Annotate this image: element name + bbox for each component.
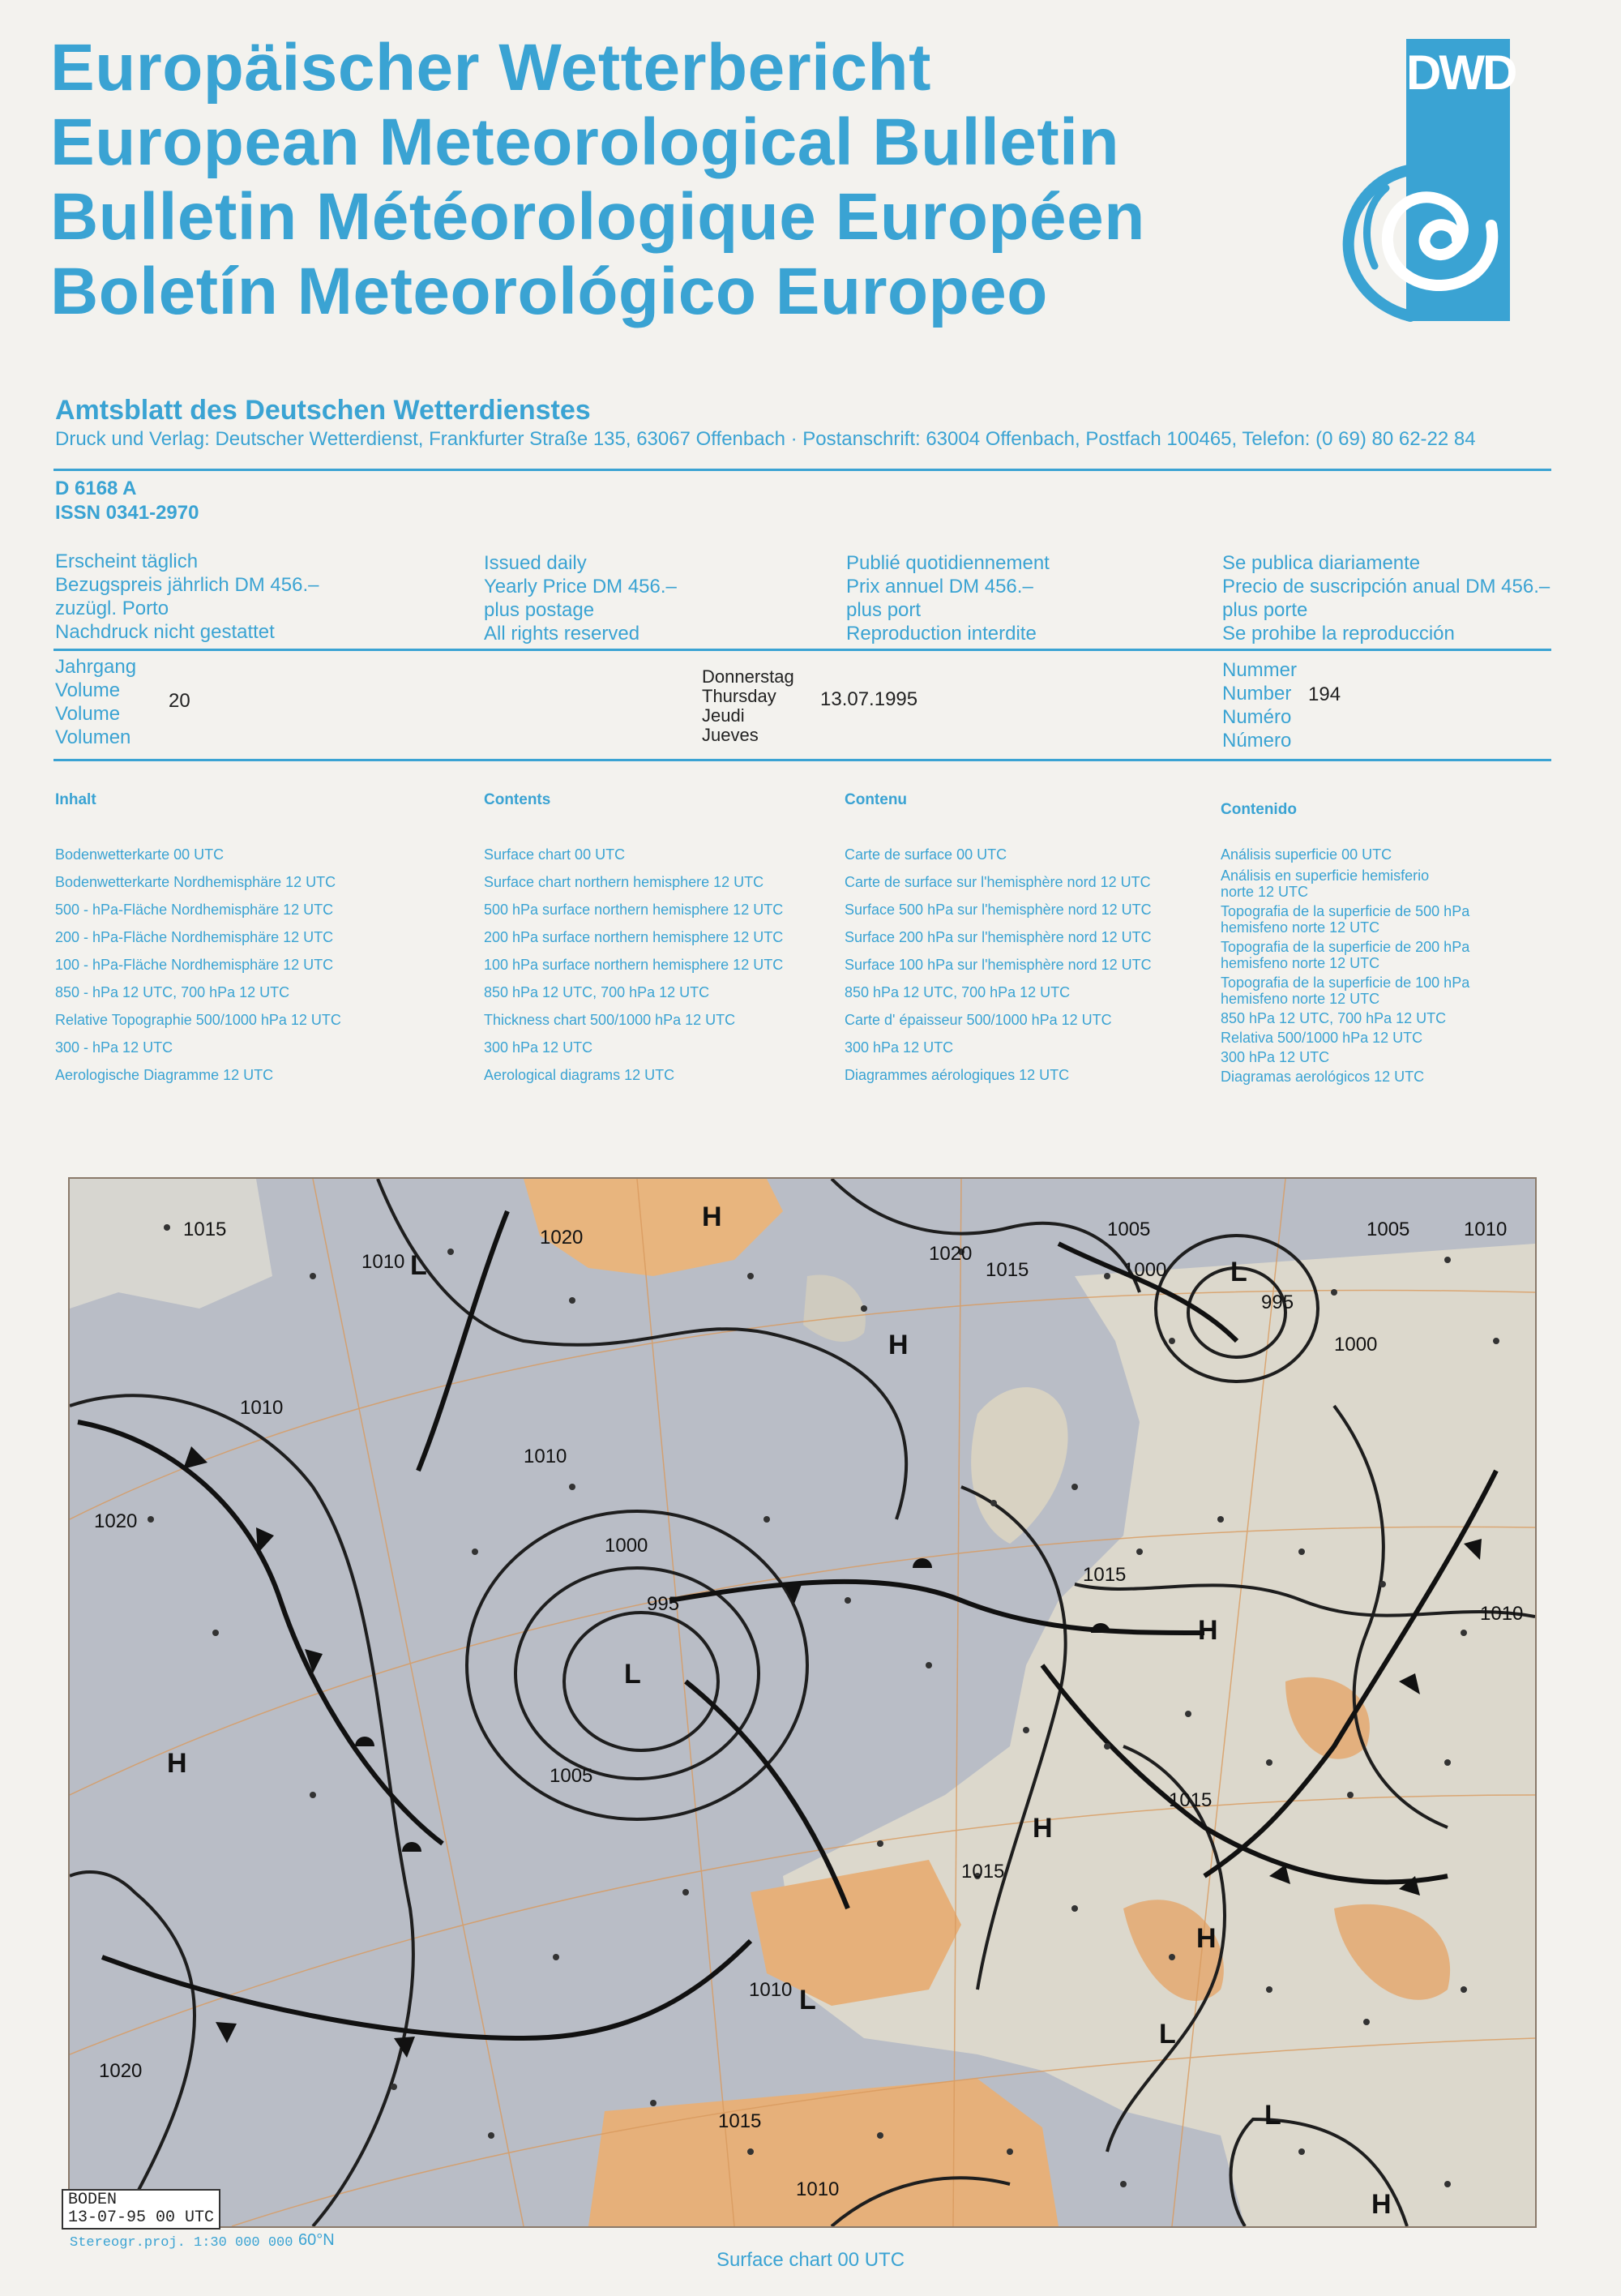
contents-item: Bodenwetterkarte Nordhemisphäre 12 UTC [55,874,336,890]
isobar-value: 1015 [986,1259,1029,1281]
iceland-land [803,1274,866,1341]
low-pressure-marker: L [1230,1257,1247,1287]
volume-label: Volume [55,703,121,725]
contents-item: 300 hPa 12 UTC [484,1039,593,1056]
subscription-line: Precio de suscripción anual DM 456.– [1222,576,1550,598]
contents-item: 300 hPa 12 UTC [1221,1049,1330,1065]
chart-label-type: BODEN [68,2191,118,2209]
isobar-value: 1015 [1083,1564,1127,1586]
subscription-de [55,550,319,644]
subscription-line: Bezugspreis jährlich DM 456.– [55,574,319,596]
contents-item: hemisfeno norte 12 UTC [1221,919,1380,936]
issn: ISSN 0341-2970 [55,502,199,524]
projection-note: Stereogr.proj. 1:30 000 000 [70,2235,293,2251]
contents-item: Aerologische Diagramme 12 UTC [55,1067,274,1083]
subscription-line: Reproduction interdite [846,623,1037,645]
title-french: Bulletin Météorologique Européen [50,180,1145,254]
weekday-label: Donnerstag [702,666,794,687]
contents-item: Topografia de la superficie de 100 hPa [1221,975,1470,991]
contents-es [1221,801,1470,1085]
subscription-line: Erscheint täglich [55,550,199,572]
subscription-line: Nachdruck nicht gestattet [55,621,275,643]
africa-land [588,2079,1059,2226]
map-drawing [70,1179,1535,2226]
isobar-value: 1000 [1123,1259,1167,1281]
isobar-value: 1005 [1367,1219,1410,1240]
divider [53,469,1551,471]
issue-date: 13.07.1995 [820,688,918,710]
contents-item: Topografia de la superficie de 200 hPa [1221,939,1470,955]
spiral-icon [1329,161,1516,323]
isobar-value: 1010 [1464,1219,1508,1240]
high-pressure-marker: H [167,1748,187,1779]
contents-item: hemisfeno norte 12 UTC [1221,991,1380,1007]
isobar-value: 995 [647,1593,680,1615]
contents-item: 200 hPa surface northern hemisphere 12 UTC [484,929,784,945]
isobar-value: 1015 [1169,1789,1213,1811]
number-label: Numéro [1222,706,1292,728]
contents-heading: Contenido [1221,801,1297,818]
subscription-es [1222,551,1550,645]
publisher-address: Druck und Verlag: Deutscher Wetterdienst, Frankfurter Straße 135, 63067 Offenbach · Postanschrift: 63004 Offenbach, Postfach 100465, Telefon: (0 69) 80 62-22 84 [55,428,1476,450]
contents-heading: Contenu [845,791,908,808]
number-labels [1222,658,1297,752]
high-pressure-marker: H [1196,1923,1217,1954]
high-pressure-marker: H [1371,2189,1392,2220]
contents-item: 100 - hPa-Fläche Nordhemisphäre 12 UTC [55,957,334,973]
contents-item: Surface 200 hPa sur l'hemisphère nord 12 UTC [845,929,1152,945]
britain-land [971,1387,1067,1544]
high-pressure-marker: H [702,1202,722,1232]
isobar-value: 1010 [796,2178,840,2200]
isobar-value: 1000 [605,1535,648,1557]
subscription-line: plus porte [1222,599,1308,621]
publication-ids [55,477,199,525]
isobar-value: 1010 [749,1979,793,2001]
divider [53,759,1551,761]
contents-item: norte 12 UTC [1221,884,1309,900]
low-pressure-marker: L [1159,2019,1176,2050]
subscription-line: Se prohibe la reproducción [1222,623,1455,645]
contents-item: Surface 100 hPa sur l'hemisphère nord 12 UTC [845,957,1152,973]
isobar-value: 1010 [1480,1603,1524,1625]
contents-item: Relativa 500/1000 hPa 12 UTC [1221,1030,1423,1046]
volume-value: 20 [169,690,190,712]
contents-item: Relative Topographie 500/1000 hPa 12 UTC [55,1012,341,1028]
map-caption: Surface chart 00 UTC [716,2249,905,2271]
isobar-value: 1010 [524,1446,567,1467]
subscription-en [484,551,677,645]
low-pressure-marker: L [410,1250,427,1281]
volume-label: Jahrgang [55,656,137,678]
subscription-fr [846,551,1050,645]
low-pressure-marker: L [1264,2100,1281,2131]
number-label: Nummer [1222,659,1298,681]
contents-item: Diagrammes aérologiques 12 UTC [845,1067,1070,1083]
contents-item: 300 hPa 12 UTC [845,1039,954,1056]
contents-item: 850 hPa 12 UTC, 700 hPa 12 UTC [1221,1010,1447,1026]
contents-item: Surface 500 hPa sur l'hemisphère nord 12 UTC [845,902,1152,918]
contents-item: 850 hPa 12 UTC, 700 hPa 12 UTC [484,984,710,1000]
surface-weather-map [68,1177,1537,2228]
high-pressure-marker: H [1198,1615,1218,1646]
chart-label-box [62,2189,220,2230]
contents-heading: Contents [484,791,551,808]
volume-label: Volume [55,679,121,701]
title-spanish: Boletín Meteorológico Europeo [50,255,1048,328]
contents-item: Aerological diagrams 12 UTC [484,1067,675,1083]
weekday-label: Jeudi [702,705,745,726]
low-pressure-marker: L [799,1985,816,2015]
dwd-logo [1329,39,1516,323]
europe-land [783,1244,1535,2226]
number-label: Number [1222,683,1292,705]
isobar-value: 1015 [718,2110,762,2132]
isobar-value: 1020 [94,1510,138,1532]
isobar-value: 1020 [99,2060,143,2082]
isobar-value: 1015 [183,1219,227,1240]
isobar-value: 1005 [550,1765,593,1787]
contents-fr [845,791,1152,1083]
volume-labels [55,655,136,749]
subscription-line: Prix annuel DM 456.– [846,576,1033,598]
contents-item: Surface chart northern hemisphere 12 UTC [484,874,764,890]
subscription-line: plus port [846,599,922,621]
contents-item: 200 - hPa-Fläche Nordhemisphäre 12 UTC [55,929,334,945]
logo-text: DWD [1406,45,1516,100]
contents-item: Surface chart 00 UTC [484,846,626,863]
contents-item: Carte de surface 00 UTC [845,846,1007,863]
contents-item: 850 hPa 12 UTC, 700 hPa 12 UTC [845,984,1071,1000]
contents-item: 100 hPa surface northern hemisphere 12 UTC [484,957,784,973]
title-german: Europäischer Wetterbericht [50,31,931,105]
subscription-line: Yearly Price DM 456.– [484,576,677,598]
subscription-line: Se publica diariamente [1222,552,1421,574]
volume-label: Volumen [55,726,131,748]
title-block [50,31,1145,329]
contents-item: 500 - hPa-Fläche Nordhemisphäre 12 UTC [55,902,334,918]
subscription-line: Publié quotidiennement [846,552,1050,574]
publisher-heading: Amtsblatt des Deutschen Wetterdienstes [55,395,591,426]
high-pressure-marker: H [1033,1813,1053,1844]
isobar-value: 1015 [961,1861,1005,1883]
isobar-value: 1020 [929,1243,973,1265]
contents-item: Análisis en superficie hemisferio [1221,867,1430,884]
contents-item: Thickness chart 500/1000 hPa 12 UTC [484,1012,736,1028]
contents-de [55,791,341,1083]
title-english: European Meteorological Bulletin [50,105,1120,179]
high-pressure-marker: H [888,1330,909,1360]
contents-item: Topografia de la superficie de 500 hPa [1221,903,1470,919]
weekday-label: Jueves [702,725,759,745]
canada-land [70,1179,272,1309]
weekday-label: Thursday [702,686,776,706]
isobar-value: 1005 [1107,1219,1151,1240]
isobar-value: 1020 [540,1227,584,1249]
weekday-labels [702,667,794,745]
issue-number: 194 [1308,683,1341,705]
subscription-line: plus postage [484,599,595,621]
low-pressure-marker: L [624,1659,641,1690]
contents-item: Bodenwetterkarte 00 UTC [55,846,225,863]
contents-item: Análisis superficie 00 UTC [1221,846,1392,863]
chart-label-datetime: 13-07-95 00 UTC [68,2208,215,2227]
contents-en [484,791,784,1083]
publication-code: D 6168 A [55,478,137,499]
contents-item: 850 - hPa 12 UTC, 700 hPa 12 UTC [55,984,290,1000]
contents-heading: Inhalt [55,791,96,808]
subscription-line: Issued daily [484,552,587,574]
isobar-value: 1010 [240,1397,284,1419]
subscription-line: zuzügl. Porto [55,598,169,619]
latitude-note: 60°N [298,2231,335,2249]
contents-item: Diagramas aerológicos 12 UTC [1221,1069,1425,1085]
isobar-value: 1000 [1334,1334,1378,1356]
publisher-block [55,394,1476,452]
isobar-value: 1010 [361,1251,405,1273]
number-label: Número [1222,730,1292,752]
contents-item: hemisfeno norte 12 UTC [1221,955,1380,971]
contents-item: 300 - hPa 12 UTC [55,1039,173,1056]
divider [53,649,1551,651]
contents-item: Carte d' épaisseur 500/1000 hPa 12 UTC [845,1012,1112,1028]
contents-item: 500 hPa surface northern hemisphere 12 UTC [484,902,784,918]
subscription-line: All rights reserved [484,623,640,645]
contents-item: Carte de surface sur l'hemisphère nord 12 UTC [845,874,1151,890]
isobar-value: 995 [1261,1292,1294,1313]
